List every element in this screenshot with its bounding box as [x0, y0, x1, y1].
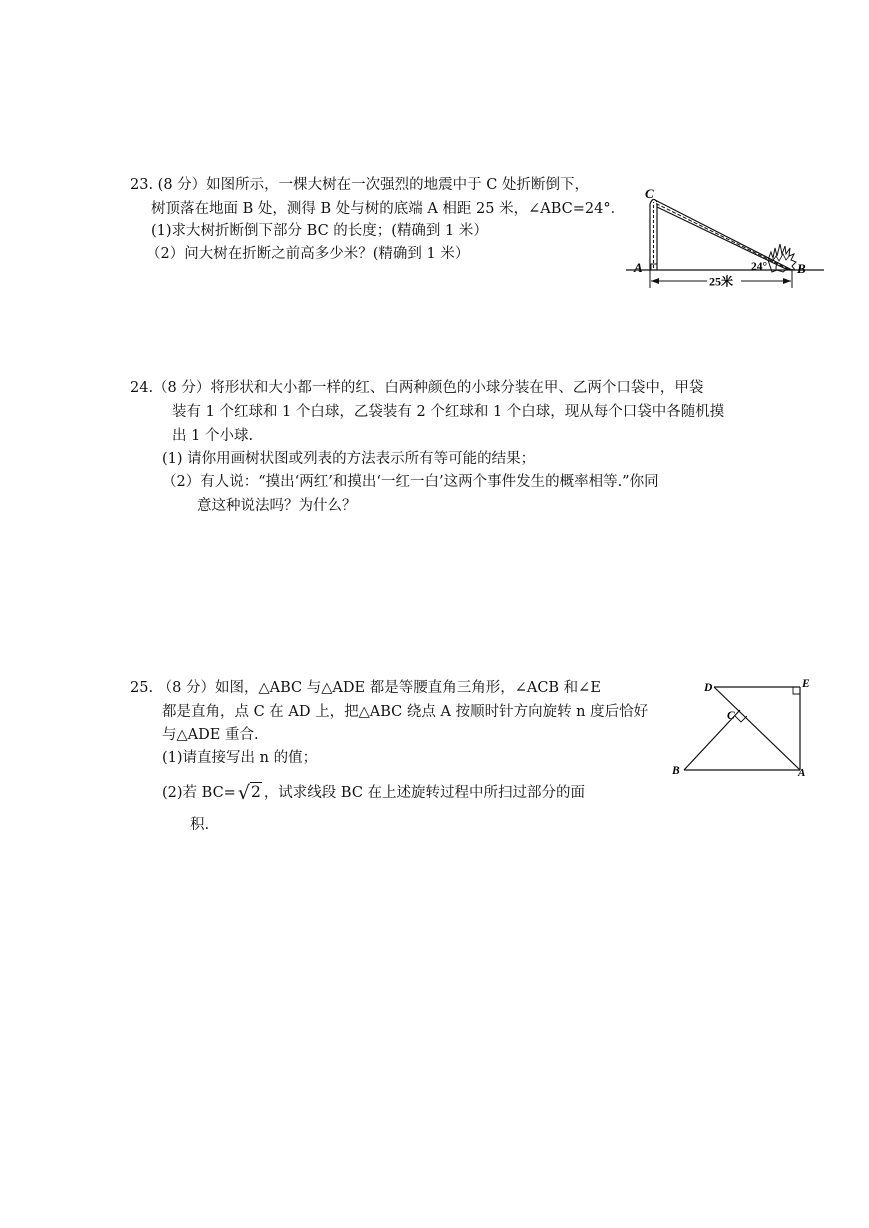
problem-25-line-2: 都是直角，点 C 在 AD 上，把△ABC 绕点 A 按顺时针方向旋转 n 度后恰好	[162, 704, 649, 720]
problem-23-part-2: （2）问大树在折断之前高多少米？(精确到 1 米）	[146, 246, 470, 262]
fallen-trunk-dashed	[656, 204, 790, 271]
right-angle-e	[793, 687, 800, 694]
problem-25-line-1: 25. （8 分）如图，△ABC 与△ADE 都是等腰直角三角形，∠ACB 和∠E	[130, 680, 601, 696]
fallen-trunk-top	[655, 200, 792, 270]
problem-24-part-1: (1) 请你用画树状图或列表的方法表示所有等可能的结果；	[162, 451, 536, 467]
part-2-prefix: (2)若 BC=	[162, 785, 236, 801]
label-a: A	[634, 260, 643, 275]
problem-24-line-1: 24.（8 分）将形状和大小都一样的红、白两种颜色的小球分装在甲、乙两个口袋中，甲袋	[130, 380, 704, 396]
problem-24-part-2: （2）有人说：“摸出‘两红’和摸出‘一红一白’这两个事件发生的概率相等.”你同	[162, 474, 659, 490]
problem-25-part-1: (1)请直接写出 n 的值；	[162, 750, 318, 766]
part-2-suffix: ，试求线段 BC 在上述旋转过程中所扫过部分的面	[263, 785, 586, 801]
tree-figure	[620, 180, 830, 295]
label-distance: 25米	[709, 274, 734, 289]
sqrt-radicand: 2	[250, 783, 261, 801]
problem-25-part-2-cont: 积.	[190, 817, 210, 833]
tree-crown	[768, 244, 796, 272]
triangle-figure	[668, 672, 818, 782]
problem-23-line-1: 23. (8 分）如图所示，一棵大树在一次强烈的地震中于 C 处折断倒下，	[130, 177, 589, 193]
problem-24-part-2-cont: 意这种说法吗？为什么？	[197, 498, 357, 514]
label-b: B	[672, 765, 680, 777]
problem-24-line-2: 装有 1 个红球和 1 个白球，乙袋装有 2 个红球和 1 个白球，现从每个口袋中各随机摸	[172, 404, 725, 420]
problem-23-line-2: 树顶落在地面 B 处，测得 B 处与树的底端 A 相距 25 米，∠ABC=24°．	[151, 201, 626, 217]
label-e: E	[802, 678, 810, 690]
sqrt-expression: √2	[237, 782, 261, 804]
label-c: C	[727, 710, 735, 722]
label-a: A	[798, 767, 806, 779]
problem-25-line-3: 与△ADE 重合.	[162, 727, 259, 743]
problem-23-part-1: (1)求大树折断倒下部分 BC 的长度；(精确到 1 米）	[151, 223, 488, 239]
problem-25-part-2	[162, 782, 585, 803]
label-angle: 24°	[751, 261, 768, 273]
problem-24-line-3: 出 1 个小球.	[172, 428, 254, 444]
label-b: B	[797, 261, 806, 276]
segment-da	[714, 687, 800, 770]
label-d: D	[704, 682, 713, 694]
label-c: C	[645, 186, 654, 201]
